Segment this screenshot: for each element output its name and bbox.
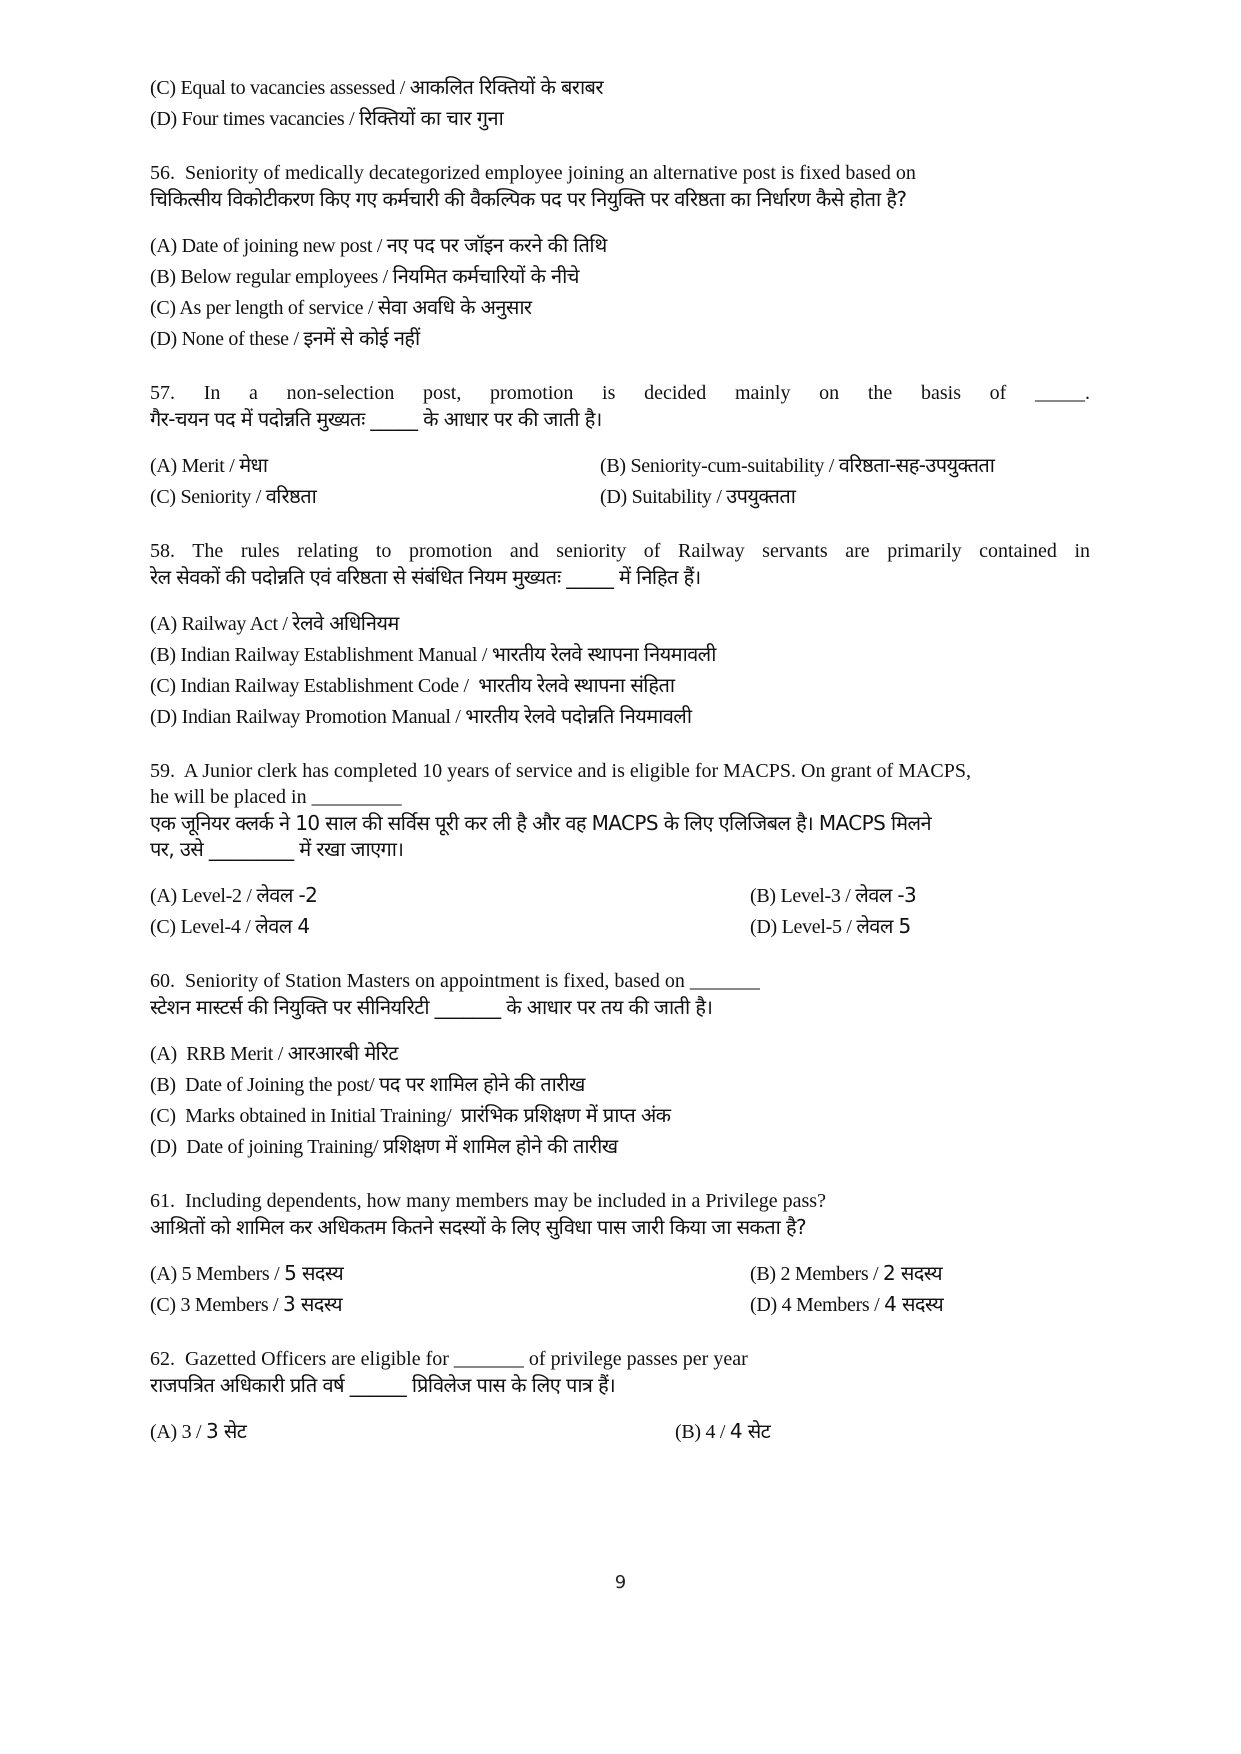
option-d: (D) None of these / इनमें से कोई नहीं	[150, 326, 420, 350]
option-a: (A) Merit / मेधा	[150, 453, 268, 477]
question-57	[150, 380, 1090, 512]
option-b: (B) Seniority-cum-suitability / वरिष्ठता-सह-उपयुक्तता	[600, 453, 995, 477]
option-b: (B) Date of Joining the post/ पद पर शामिल होने की तारीख	[150, 1072, 585, 1096]
option-c: (C) Indian Railway Establishment Code / भारतीय रेलवे स्थापना संहिता	[150, 673, 675, 697]
option-b: (B) Level-3 / लेवल -3	[750, 883, 917, 907]
option-d-q55: (D) Four times vacancies / रिक्तियों का चार गुना	[150, 106, 504, 130]
question-56	[150, 160, 1090, 354]
option-b: (B) Below regular employees / नियमित कर्मचारियों के नीचे	[150, 264, 579, 288]
option-c: (C) Marks obtained in Initial Training/ प्रारंभिक प्रशिक्षण में प्राप्त अंक	[150, 1103, 671, 1127]
option-c: (C) Seniority / वरिष्ठता	[150, 484, 317, 508]
question-text-en-line-1: 59. A Junior clerk has completed 10 years of service and is eligible for MACPS. On grant of MACPS,	[150, 760, 972, 782]
option-d: (D) Indian Railway Promotion Manual / भारतीय रेलवे पदोन्नति नियमावली	[150, 704, 692, 728]
option-c-q55: (C) Equal to vacancies assessed / आकलित रिक्तियों के बराबर	[150, 75, 603, 99]
page-number: 9	[614, 1572, 627, 1593]
options-row-2	[150, 1289, 1090, 1320]
question-61	[150, 1188, 1090, 1320]
question-text-en: 56. Seniority of medically decategorized employee joining an alternative post is fixed based on	[150, 162, 916, 184]
option-b: (B) 2 Members / 2 सदस्य	[750, 1261, 942, 1285]
option-c: (C) As per length of service / सेवा अवधि के अनुसार	[150, 295, 532, 319]
question-text-en: 57. In a non-selection post, promotion is decided mainly on the basis of _____.	[150, 382, 1090, 404]
question-text-hi: स्टेशन मास्टर्स की नियुक्ति पर सीनियरिटी _______ के आधार पर तय की जाती है।	[150, 995, 713, 1019]
option-d: (D) Level-5 / लेवल 5	[750, 914, 911, 938]
option-b: (B) Indian Railway Establishment Manual / भारतीय रेलवे स्थापना नियमावली	[150, 642, 716, 666]
option-d: (D) Suitability / उपयुक्तता	[600, 484, 796, 508]
question-59	[150, 758, 1090, 942]
options-row-2	[150, 481, 1090, 512]
question-text-hi-line-2: पर, उसे _________ में रखा जाएगा।	[150, 837, 404, 861]
option-a: (A) 3 / 3 सेट	[150, 1419, 247, 1443]
question-text-en: 58. The rules relating to promotion and seniority of Railway servants are primarily contained in	[150, 540, 1091, 562]
options-row-2	[150, 911, 1090, 942]
option-c: (C) 3 Members / 3 सदस्य	[150, 1292, 342, 1316]
question-58	[150, 538, 1090, 732]
question-text-en: 62. Gazetted Officers are eligible for _______ of privilege passes per year	[150, 1348, 748, 1370]
option-a: (A) 5 Members / 5 सदस्य	[150, 1261, 344, 1285]
question-text-hi: रेल सेवकों की पदोन्नति एवं वरिष्ठता से संबंधित नियम मुख्यतः _____ में निहित हैं।	[150, 565, 701, 589]
options-row-1	[150, 1416, 1090, 1447]
question-text-hi: आश्रितों को शामिल कर अधिकतम कितने सदस्यों के लिए सुविधा पास जारी किया जा सकता है?	[150, 1215, 807, 1239]
option-d: (D) 4 Members / 4 सदस्य	[750, 1292, 944, 1316]
document-page	[150, 72, 1090, 1447]
option-a: (A) Level-2 / लेवल -2	[150, 883, 318, 907]
option-d: (D) Date of joining Training/ प्रशिक्षण में शामिल होने की तारीख	[150, 1134, 618, 1158]
question-text-hi: चिकित्सीय विकोटीकरण किए गए कर्मचारी की वैकल्पिक पद पर नियुक्ति पर वरिष्ठता का निर्धारण कैसे होता है?	[150, 187, 907, 211]
options-row-1	[150, 1258, 1090, 1289]
question-text-hi-line-1: एक जूनियर क्लर्क ने 10 साल की सर्विस पूरी कर ली है और वह MACPS के लिए एलिजिबल है। MACPS मिलने	[150, 811, 931, 835]
question-text-en-line-2: he will be placed in _________	[150, 786, 402, 808]
question-text-en: 60. Seniority of Station Masters on appointment is fixed, based on _______	[150, 970, 760, 992]
option-a: (A) Railway Act / रेलवे अधिनियम	[150, 611, 399, 635]
question-text-hi: गैर-चयन पद में पदोन्नति मुख्यतः _____ के आधार पर की जाती है।	[150, 407, 602, 431]
options-row-1	[150, 880, 1090, 911]
question-62	[150, 1346, 1090, 1447]
option-c: (C) Level-4 / लेवल 4	[150, 914, 310, 938]
options-row-1	[150, 450, 1090, 481]
question-text-en: 61. Including dependents, how many members may be included in a Privilege pass?	[150, 1190, 826, 1212]
question-text-hi: राजपत्रित अधिकारी प्रति वर्ष ______ प्रिविलेज पास के लिए पात्र हैं।	[150, 1373, 616, 1397]
question-60	[150, 968, 1090, 1162]
option-b: (B) 4 / 4 सेट	[675, 1419, 771, 1443]
option-a: (A) RRB Merit / आरआरबी मेरिट	[150, 1041, 398, 1065]
option-a: (A) Date of joining new post / नए पद पर जॉइन करने की तिथि	[150, 233, 607, 257]
